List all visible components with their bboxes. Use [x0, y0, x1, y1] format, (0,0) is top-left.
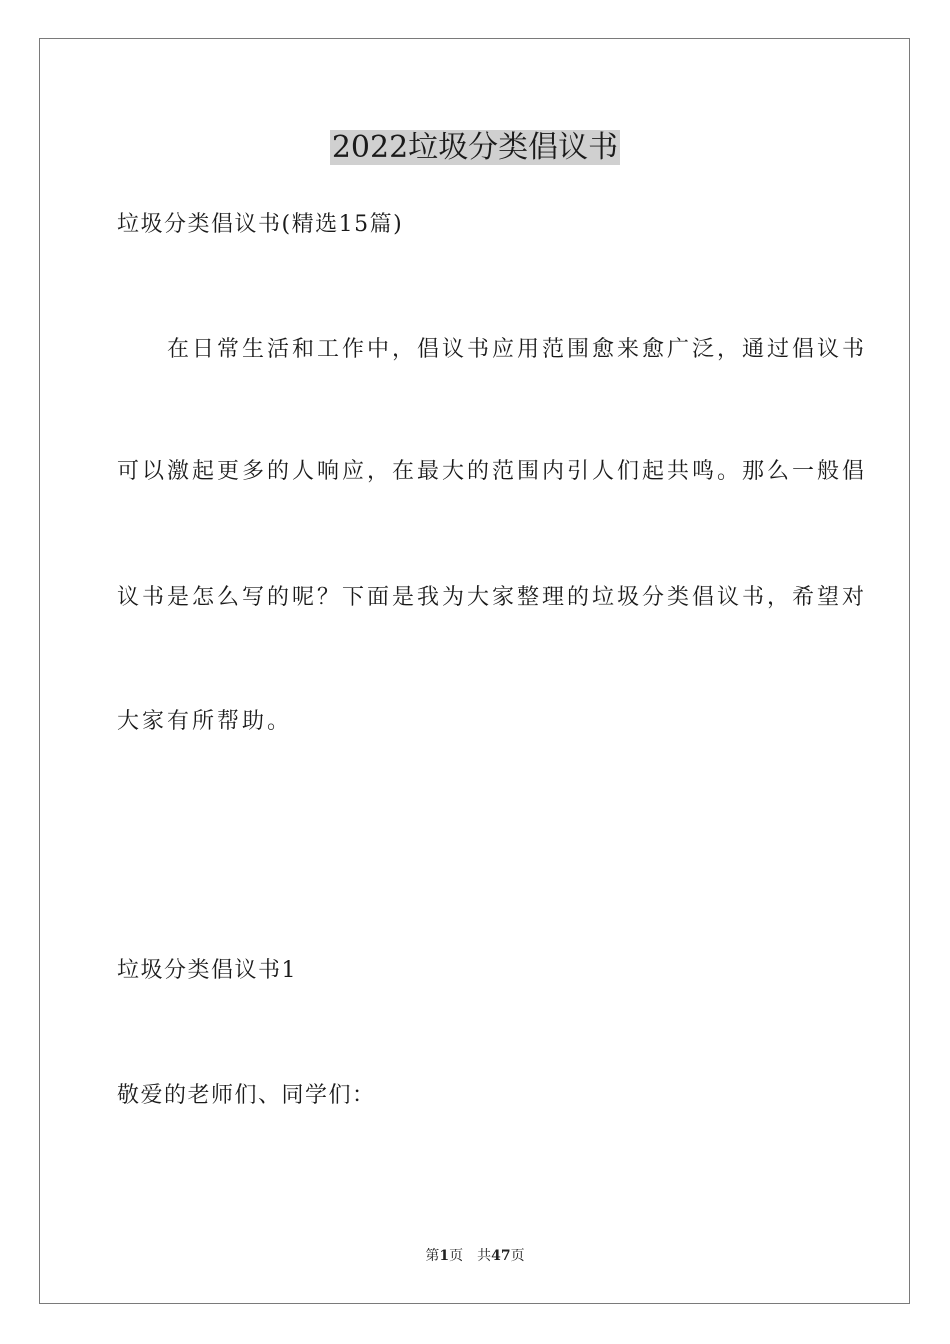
page-footer [0, 1246, 950, 1266]
footer-page-prefix: 第 [425, 1248, 440, 1264]
intro-line-2: 可以激起更多的人响应，在最大的范围内引人们起共鸣。那么一般倡 [117, 459, 868, 484]
footer-total-suffix: 页 [510, 1248, 525, 1264]
intro-line-1: 在日常生活和工作中，倡议书应用范围愈来愈广泛，通过倡议书 [117, 337, 868, 362]
salutation: 敬爱的老师们、同学们： [117, 1083, 376, 1108]
intro-line-4: 大家有所帮助。 [117, 709, 293, 734]
document-subtitle: 垃圾分类倡议书(精选15篇) [117, 212, 404, 237]
footer-page-suffix: 页 [449, 1248, 464, 1264]
document-title-text: 2022垃圾分类倡议书 [331, 130, 619, 165]
footer-page-number: 1 [439, 1248, 450, 1264]
section-heading: 垃圾分类倡议书1 [117, 958, 297, 983]
document-title [0, 128, 950, 168]
footer-total-pages: 47 [491, 1248, 511, 1264]
footer-total-prefix: 共 [477, 1248, 492, 1264]
intro-line-3: 议书是怎么写的呢？下面是我为大家整理的垃圾分类倡议书，希望对 [117, 585, 868, 610]
